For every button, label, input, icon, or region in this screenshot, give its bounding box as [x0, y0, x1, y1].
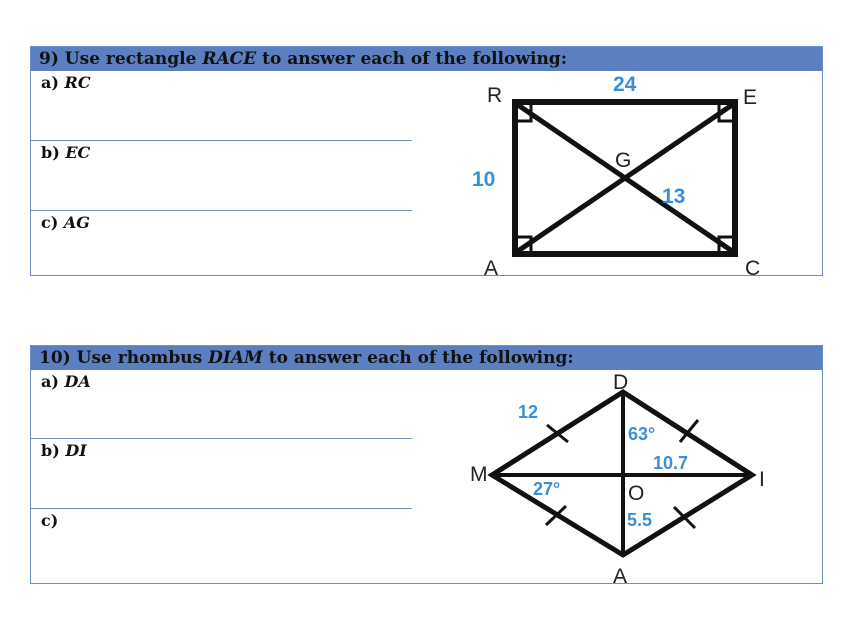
problem-9-suffix: to answer each of the following:: [256, 49, 567, 69]
center-label-g: G: [615, 149, 632, 172]
vertex-label-m: M: [470, 463, 488, 486]
vertex-label-a: A: [484, 257, 499, 280]
q10-part-b-letter: b): [41, 441, 60, 460]
vertex-label-d: D: [613, 371, 629, 394]
vertex-label-r: R: [487, 84, 503, 107]
q9-part-b-letter: b): [41, 143, 60, 162]
measure-segment-10-7: 10.7: [653, 453, 689, 473]
q9-part-b-term: EC: [65, 143, 91, 162]
vertex-label-c: C: [745, 257, 761, 280]
measure-side-12: 12: [518, 402, 539, 422]
problem-10-shape-name: DIAM: [208, 348, 263, 368]
center-label-o: O: [628, 482, 645, 505]
measure-angle-63: 63°: [628, 424, 656, 444]
problem-10-suffix: to answer each of the following:: [262, 348, 574, 368]
measure-left-10: 10: [472, 168, 496, 191]
q10-part-c-letter: c): [41, 511, 59, 530]
vertex-label-e: E: [743, 86, 758, 109]
problem-9-prefix: Use rectangle: [64, 49, 203, 69]
q9-part-a-term: RC: [64, 73, 91, 92]
q10-part-a-letter: a): [41, 372, 59, 391]
measure-diagonal-13: 13: [662, 185, 686, 208]
problem-9-shape-name: RACE: [202, 49, 257, 69]
q10-part-a-term: DA: [64, 372, 91, 391]
vertex-label-a-rhombus: A: [613, 565, 628, 588]
problem-9-number: 9): [39, 49, 59, 69]
q9-part-a-letter: a): [41, 73, 59, 92]
rectangle-race-figure: [515, 102, 735, 254]
measure-angle-27: 27°: [533, 479, 561, 499]
vertex-label-i: I: [759, 468, 765, 491]
q9-part-c-letter: c): [41, 213, 59, 232]
q9-part-c-term: AG: [63, 213, 90, 232]
measure-top-24: 24: [613, 73, 637, 96]
measure-segment-5-5: 5.5: [627, 510, 653, 530]
q10-part-b-term: DI: [65, 441, 87, 460]
problem-10-number: 10): [39, 348, 71, 368]
problem-10-prefix: Use rhombus: [76, 348, 209, 368]
